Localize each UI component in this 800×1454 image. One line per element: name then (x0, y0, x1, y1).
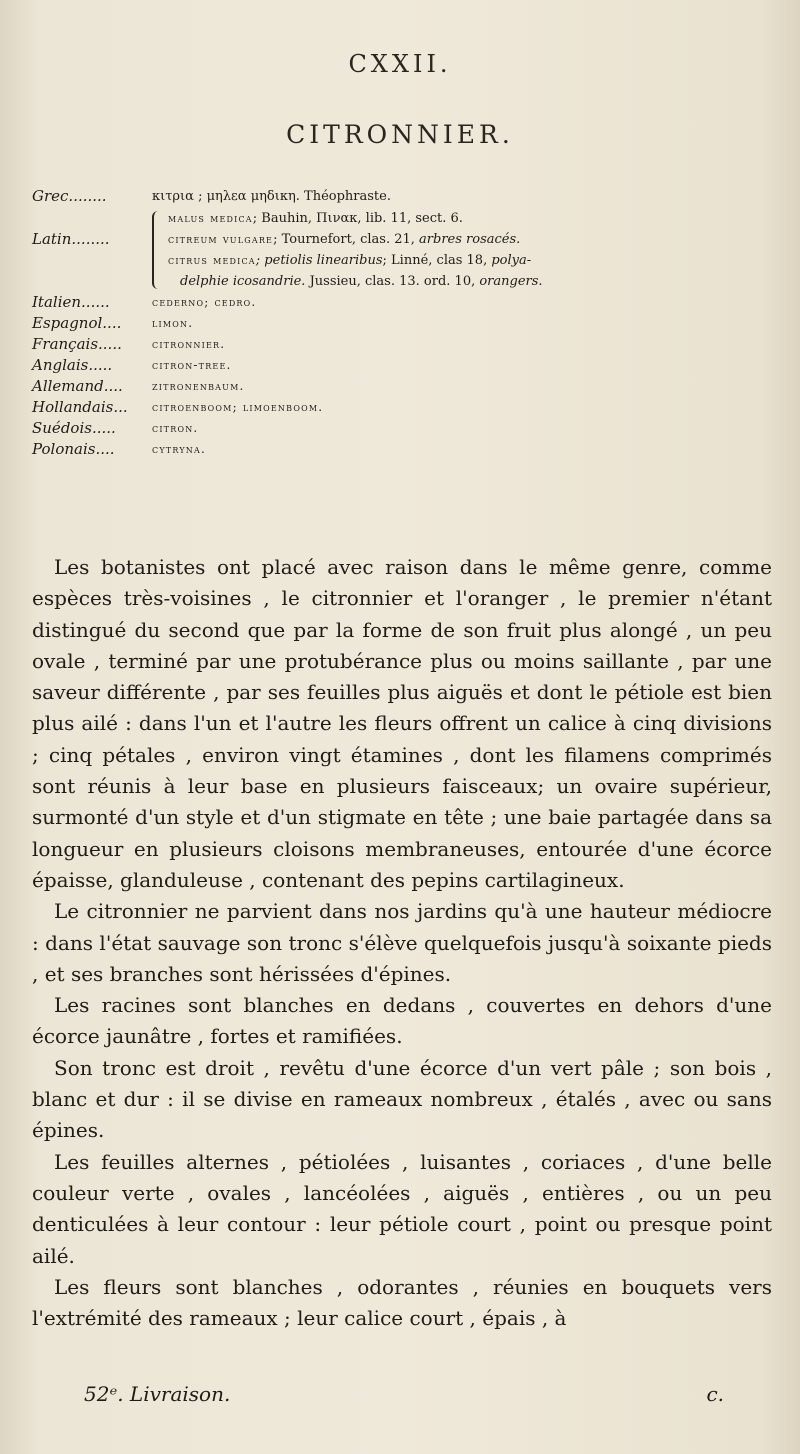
name-row-grec (32, 186, 772, 207)
name-value: citron-tree. (152, 358, 232, 372)
name-row (32, 397, 772, 418)
language-label: Polonais.... (32, 440, 115, 458)
name-row-latin (32, 207, 772, 292)
synonym-ref: ; Tournefort, clas. 21, (273, 232, 420, 247)
name-row (32, 418, 772, 439)
paragraph: Les fleurs sont blanches , odorantes , réunies en bouquets vers l'extrémité des rameaux ; leur calice court , épais , à (32, 1274, 772, 1331)
paragraph: Les botanistes ont placé avec raison dans le même genre, comme espèces très-voisines , le citronnier et l'oranger , le premier n'étant distingué du second que par la forme de son fruit plus alongé , un peu ovale , terminé par une protubérance plus ou moins saillante , par une saveur différente , par ses feuilles plus aiguës et dont le pétiole est bien plus ailé : dans l'un et l'autre les fleurs offrent un calice à cinq divisions ; cinq pétales , environ vingt étamines , dont les filamens comprimés sont réunis à leur base en plusieurs faisceaux; un ovaire supérieur, surmonté d'un style et d'un stigmate en tête ; une baie partagée dans sa longueur en plusieurs cloisons membraneuses, entourée d'une écorce épaisse, glanduleuse , contenant des pepins cartilagineux. (32, 555, 772, 892)
latin-synonyms (168, 208, 772, 292)
name-row (32, 334, 772, 355)
language-label: Allemand.... (32, 377, 123, 395)
language-label: Espagnol.... (32, 314, 122, 332)
language-label: Latin........ (32, 230, 110, 248)
page-footer (84, 1382, 724, 1406)
synonym-ref: Jussieu, clas. 13. ord. 10, (305, 274, 480, 289)
brace-icon (152, 211, 164, 289)
signature-mark: c. (706, 1382, 724, 1406)
name-row (32, 313, 772, 334)
livraison-note: 52ᵉ. Livraison. (84, 1382, 231, 1406)
language-label: Suédois..... (32, 419, 116, 437)
synonym-name: citreum vulgare (168, 232, 274, 246)
language-label: Anglais..... (32, 356, 113, 374)
name-row (32, 376, 772, 397)
synonym-name: citrus medica (168, 253, 256, 267)
synonym-name: malus medica (168, 211, 253, 225)
paragraph: Le citronnier ne parvient dans nos jardins qu'à une hauteur médiocre : dans l'état sauvage son tronc s'élève quelquefois jusqu'à soixante pieds , et ses branches sont hérissées d'épines. (32, 899, 772, 986)
name-row (32, 439, 772, 460)
name-value: cytryna. (152, 442, 206, 456)
language-label: Italien...... (32, 293, 110, 311)
synonym-ref: ; Bauhin, Πινακ, lib. 11, sect. 6. (252, 211, 463, 226)
synonym-ref: ; Linné, clas 18, (382, 253, 492, 268)
page-title: CITRONNIER. (286, 120, 514, 149)
name-value: cederno; cedro. (152, 295, 257, 309)
synonym-class: polya- (491, 253, 532, 268)
paragraph: Les feuilles alternes , pétiolées , luisantes , coriaces , d'une belle couleur verte , ovales , lancéolées , aiguës , entières , ou un peu denticulées à leur contour : leur pétiole court , point ou presque point ailé. (32, 1149, 772, 1268)
name-value: limon. (152, 316, 194, 330)
paragraph: Son tronc est droit , revêtu d'une écorce d'un vert pâle ; son bois , blanc et dur : il se divise en rameaux nombreux , étalés , avec ou sans épines. (32, 1055, 772, 1143)
name-value: citron. (152, 421, 199, 435)
paragraph: Les racines sont blanches en dedans , couvertes en dehors d'une écorce jaunâtre , fortes et ramifiées. (32, 993, 772, 1049)
name-row (32, 292, 772, 313)
description-text (32, 552, 772, 1334)
plate-number: CXXII. (348, 50, 452, 78)
name-value: κιτρια ; μηλεα μηδικη. Théophraste. (152, 189, 391, 204)
synonym-class: arbres rosacés. (419, 232, 521, 247)
synonym-class: orangers. (479, 274, 543, 289)
name-value: zitronenbaum. (152, 379, 245, 393)
name-value: citronnier. (152, 337, 226, 351)
language-label: Grec........ (32, 187, 107, 205)
language-label: Français..... (32, 335, 122, 353)
name-row (32, 355, 772, 376)
language-label: Hollandais... (32, 398, 128, 416)
synonym-class: delphie icosandrie. (180, 274, 306, 289)
name-value: citroenboom; limoenboom. (152, 400, 324, 414)
synonym-epithet: ; petiolis linearibus (255, 253, 383, 268)
vernacular-names-list (32, 186, 772, 460)
